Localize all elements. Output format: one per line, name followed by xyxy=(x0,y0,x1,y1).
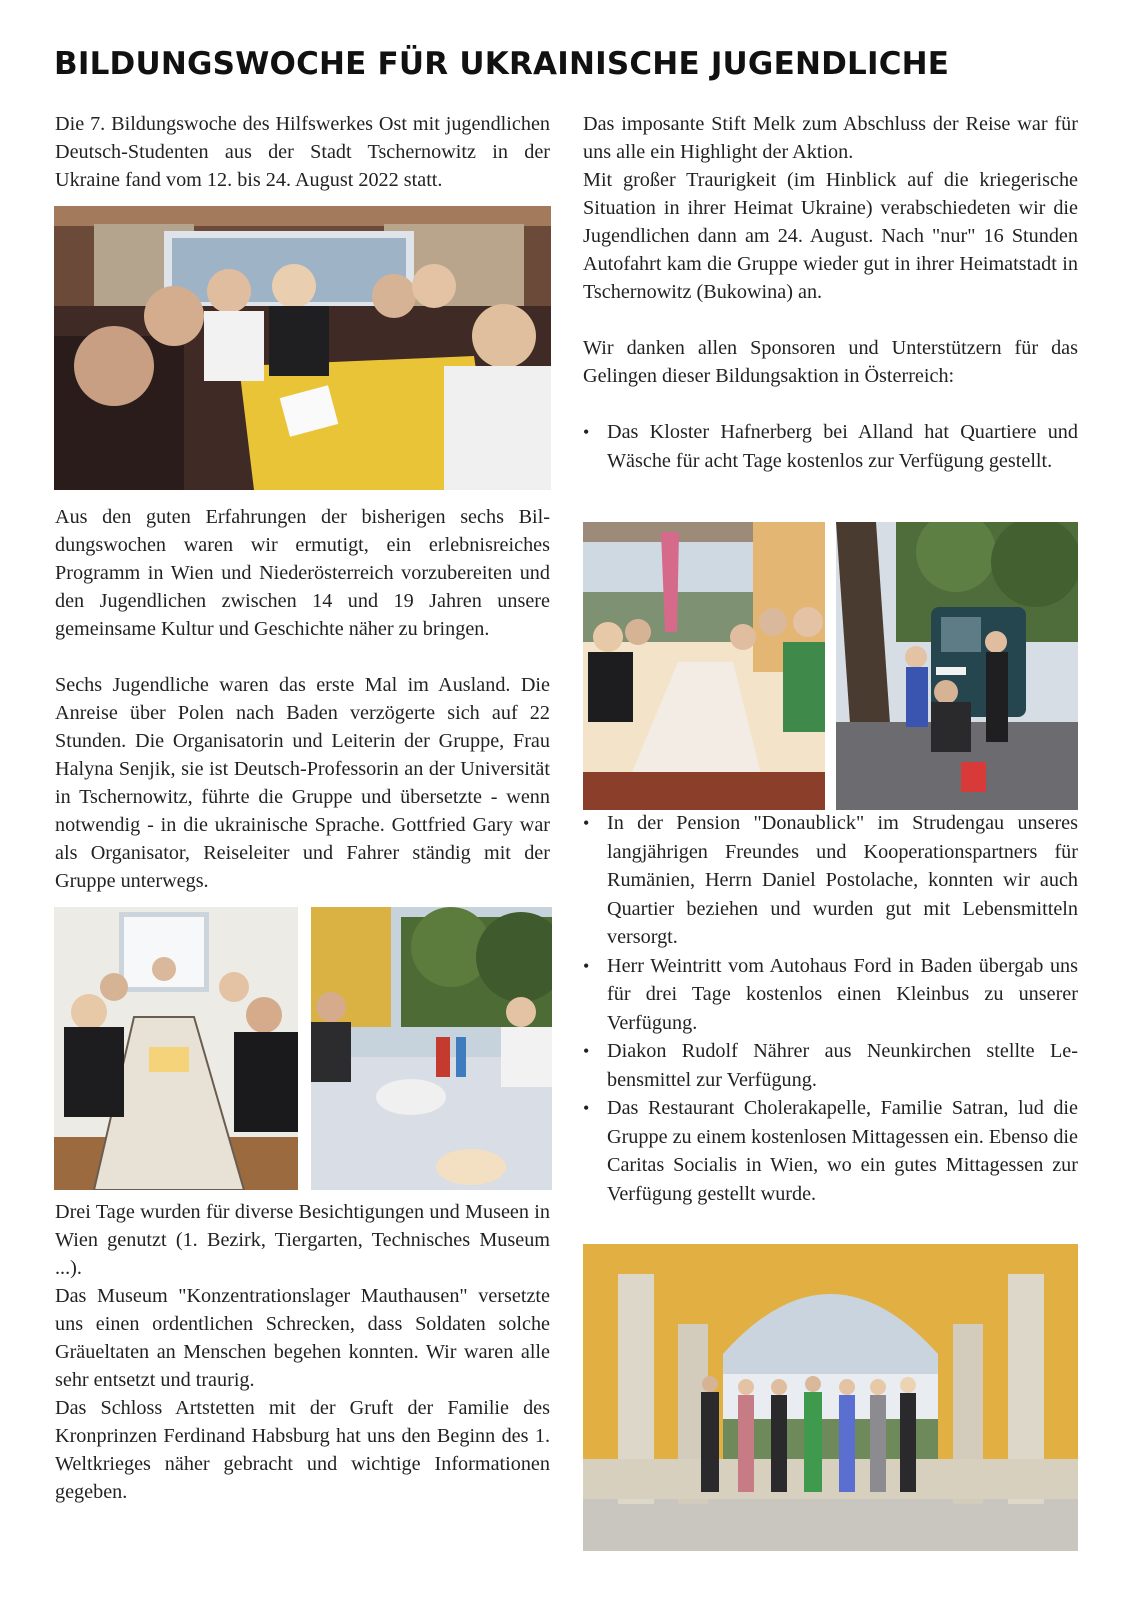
list-item: • Das Restaurant Cholerakapelle, Familie Satran, lud die Gruppe zu einem kostenlosen Mittagessen ein. Ebenso die Caritas Socialis in Wien, wo ein gutes Mittagessen zur Verfügung gestellt wurde. xyxy=(583,1094,1078,1208)
list-item: • Das Kloster Hafnerberg bei Alland hat Quartiere und Wäsche für acht Tage kostenlos zur Verfügung gestellt. xyxy=(583,418,1078,475)
photo-garden-table xyxy=(311,907,552,1190)
photo-restaurant-view xyxy=(583,522,825,810)
mauthausen-paragraph: Das Museum "Konzentrationslager Mauthausen" versetzte uns einen ordentlichen Schrecken, dass Soldaten solche Gräueltaten an Menschen begehen konnten. Wir waren alle sehr entsetzt und traurig. xyxy=(55,1285,550,1391)
list-item: • Diakon Rudolf Nährer aus Neunkirchen stellte Lebensmittel zur Verfügung. xyxy=(583,1037,1078,1094)
experience-paragraph: Aus den guten Erfahrungen der bisherigen sechs Bildungswochen waren wir ermutigt, ein erlebnisreiches Programm in Wien und Niederösterreich vorzubereiten und den Jugendlichen zwischen 14 und 19 Jahren unsere gemeinsame Kultur und Geschichte näher zu bringen. xyxy=(55,506,550,640)
sponsor-list xyxy=(583,809,1078,1208)
list-item: • In der Pension "Donaublick" im Strudengau unseres langjährigen Freundes und Kooperationspartners für Rumänien, Herrn Daniel Postolache, konnten wir auch Quartier beziehen und wurden gut mit Lebensmitteln versorgt. xyxy=(583,809,1078,952)
photo-van-interior xyxy=(54,206,551,490)
page-title: BILDUNGSWOCHE FÜR UKRAINISCHE JUGENDLICHE xyxy=(54,46,950,82)
travel-paragraph: Sechs Jugendliche waren das erste Mal im Ausland. Die Anreise über Polen nach Baden verzögerte sich auf 22 Stunden. Die Organisatorin und Leiterin der Gruppe, Frau Halyna Senjik, sie ist Deutsch-Professorin an der Universität in Tschernowitz, führte die Gruppe und übersetzte - wenn notwendig - in die ukrainische Sprache. Gottfried Gary war als Organisator, Reiseleiter und Fahrer ständig mit der Gruppe unterwegs. xyxy=(55,674,550,892)
list-item: • Herr Weintritt vom Autohaus Ford in Baden übergab uns für drei Tage kostenlos einen Kleinbus zu unserer Verfügung. xyxy=(583,952,1078,1038)
farewell-paragraph: Mit großer Traurigkeit (im Hinblick auf die kriegerische Situation in ihrer Heimat Ukraine) verabschiedeten wir die Jugendlichen dann am 24. August. Nach "nur" 16 Stunden Autofahrt kam die Gruppe wieder gut in ihrer Heimatstadt in Tschernowitz (Bukowina) an. xyxy=(583,169,1078,303)
vienna-paragraph: Drei Tage wurden für diverse Besichtigungen und Museen in Wien genutzt (1. Bezirk, Tiergarten, Technisches Museum ...). xyxy=(55,1201,550,1279)
photo-dining-room xyxy=(54,907,298,1190)
thanks-paragraph: Wir danken allen Sponsoren und Unterstützern für das Gelingen dieser Bildungsaktion in Österreich: xyxy=(583,337,1078,387)
artstetten-paragraph: Das Schloss Artstetten mit der Gruft der Familie des Kronprinzen Ferdinand Habsburg hat uns den Beginn des 1. Weltkrieges näher gebracht und wichtige Informationen gegeben. xyxy=(55,1397,550,1503)
photo-melk-arcade xyxy=(583,1244,1078,1551)
intro-paragraph: Die 7. Bildungswoche des Hilfswerkes Ost mit jugendlichen Deutsch-Studenten aus der Stadt Tschernowitz in der Ukraine fand vom 12. bis 24. August 2022 statt. xyxy=(55,113,550,191)
sponsor-list-first xyxy=(583,418,1078,475)
photo-minibus-street xyxy=(836,522,1078,810)
melk-paragraph: Das imposante Stift Melk zum Abschluss der Reise war für uns alle ein Highlight der Aktion. xyxy=(583,113,1078,163)
